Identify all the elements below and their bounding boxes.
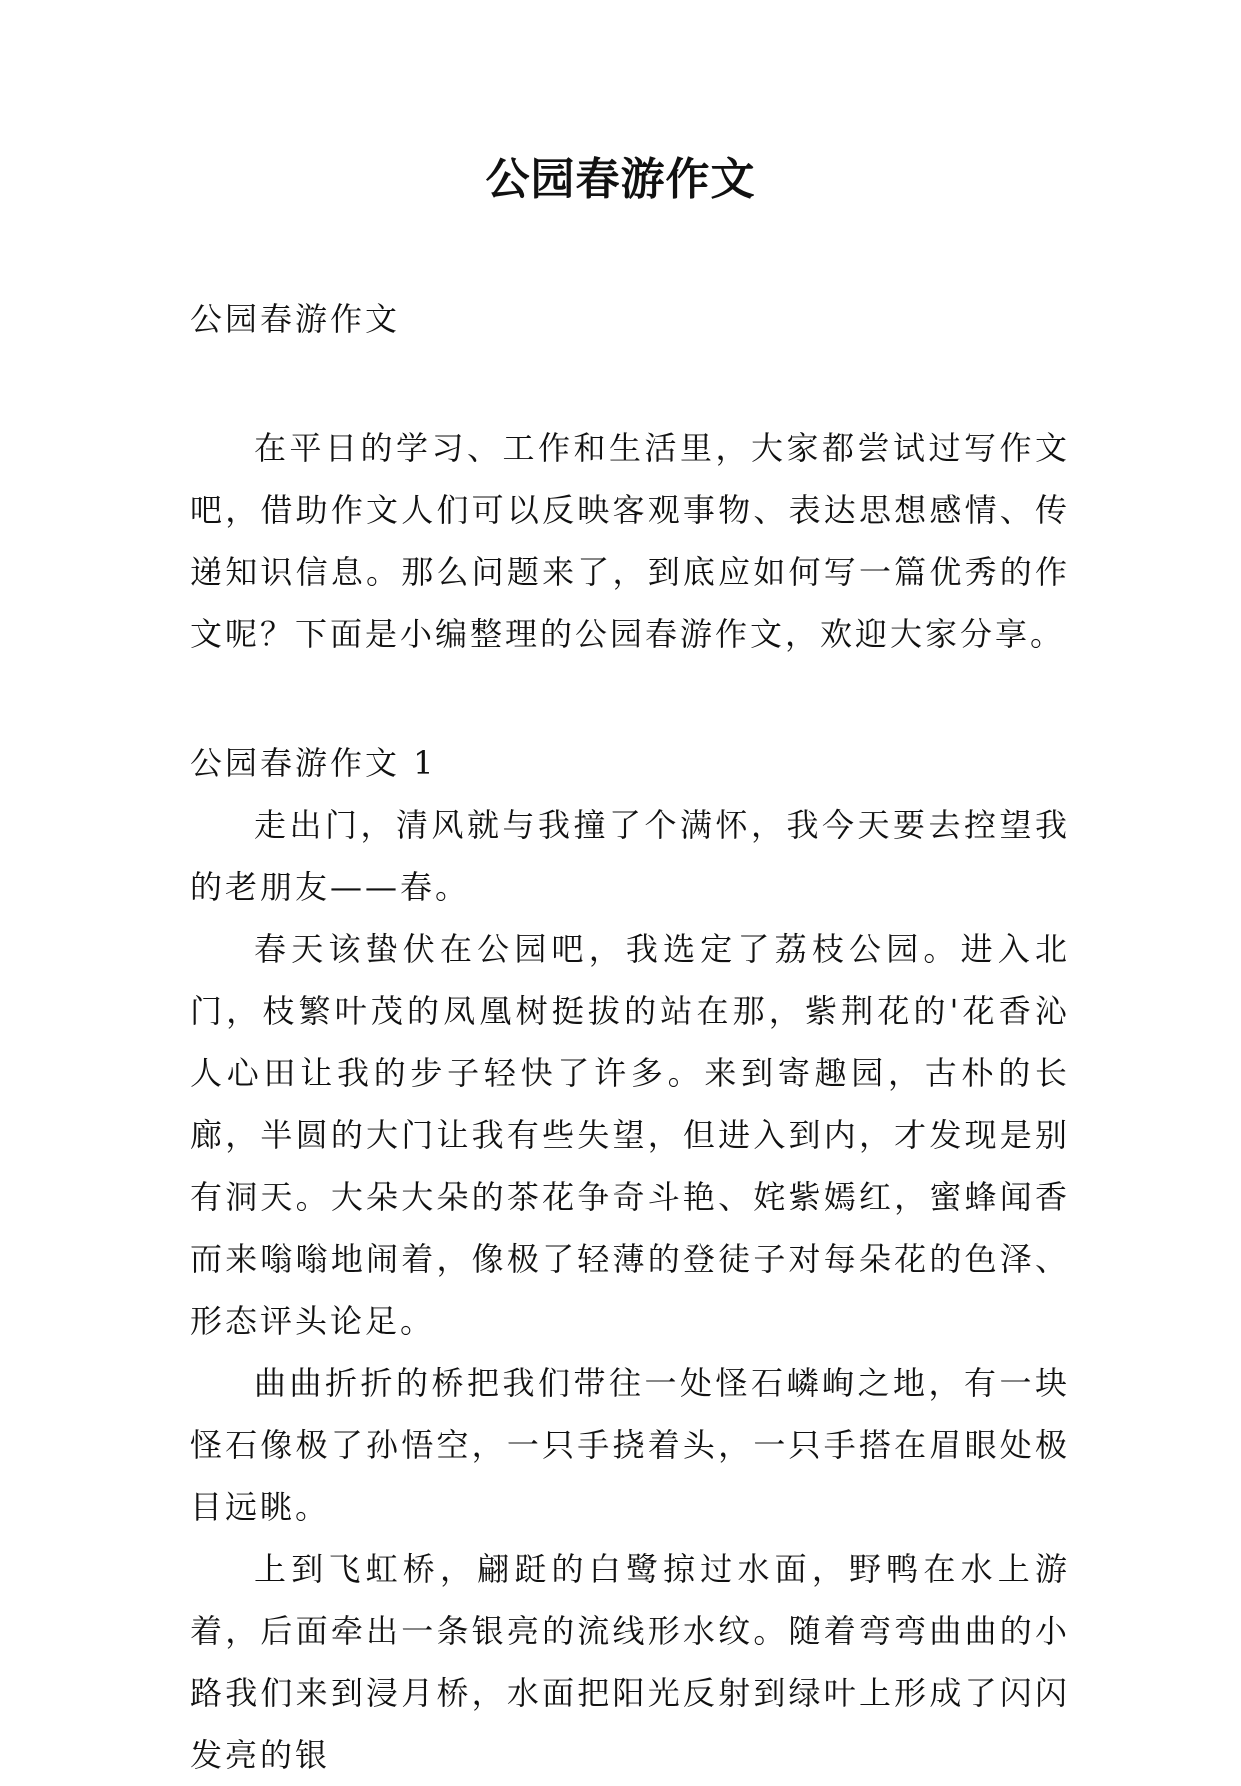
document-subtitle: 公园春游作文 [190, 300, 401, 338]
section-heading: 公园春游作文 1 [190, 744, 437, 782]
body-paragraph: 走出门，清风就与我撞了个满怀，我今天要去控望我的老朋友——春。 [190, 806, 1070, 906]
intro-paragraph: 在平日的学习、工作和生活里，大家都尝试过写作文吧，借助作文人们可以反映客观事物、表达思想感情、传递知识信息。那么问题来了，到底应如何写一篇优秀的作文呢？下面是小编整理的公园春游作文，欢迎大家分享。 [190, 429, 1070, 653]
document-body [190, 288, 1070, 1786]
body-paragraph: 曲曲折折的桥把我们带往一处怪石嶙峋之地，有一块怪石像极了孙悟空，一只手挠着头，一只手搭在眉眼处极目远眺。 [190, 1364, 1070, 1526]
body-paragraph: 上到飞虹桥，翩跹的白鹭掠过水面，野鸭在水上游着，后面牵出一条银亮的流线形水纹。随着弯弯曲曲的小路我们来到浸月桥，水面把阳光反射到绿叶上形成了闪闪发亮的银 [190, 1550, 1070, 1774]
document-title: 公园春游作文 [485, 154, 756, 205]
body-paragraph: 春天该蛰伏在公园吧，我选定了荔枝公园。进入北门，枝繁叶茂的凤凰树挺拔的站在那，紫荆花的'花香沁人心田让我的步子轻快了许多。来到寄趣园，古朴的长廊，半圆的大门让我有些失望，但进入到内，才发现是别有洞天。大朵大朵的茶花争奇斗艳、姹紫嫣红，蜜蜂闻香而来嗡嗡地闹着，像极了轻薄的登徒子对每朵花的色泽、形态评头论足。 [190, 930, 1070, 1340]
